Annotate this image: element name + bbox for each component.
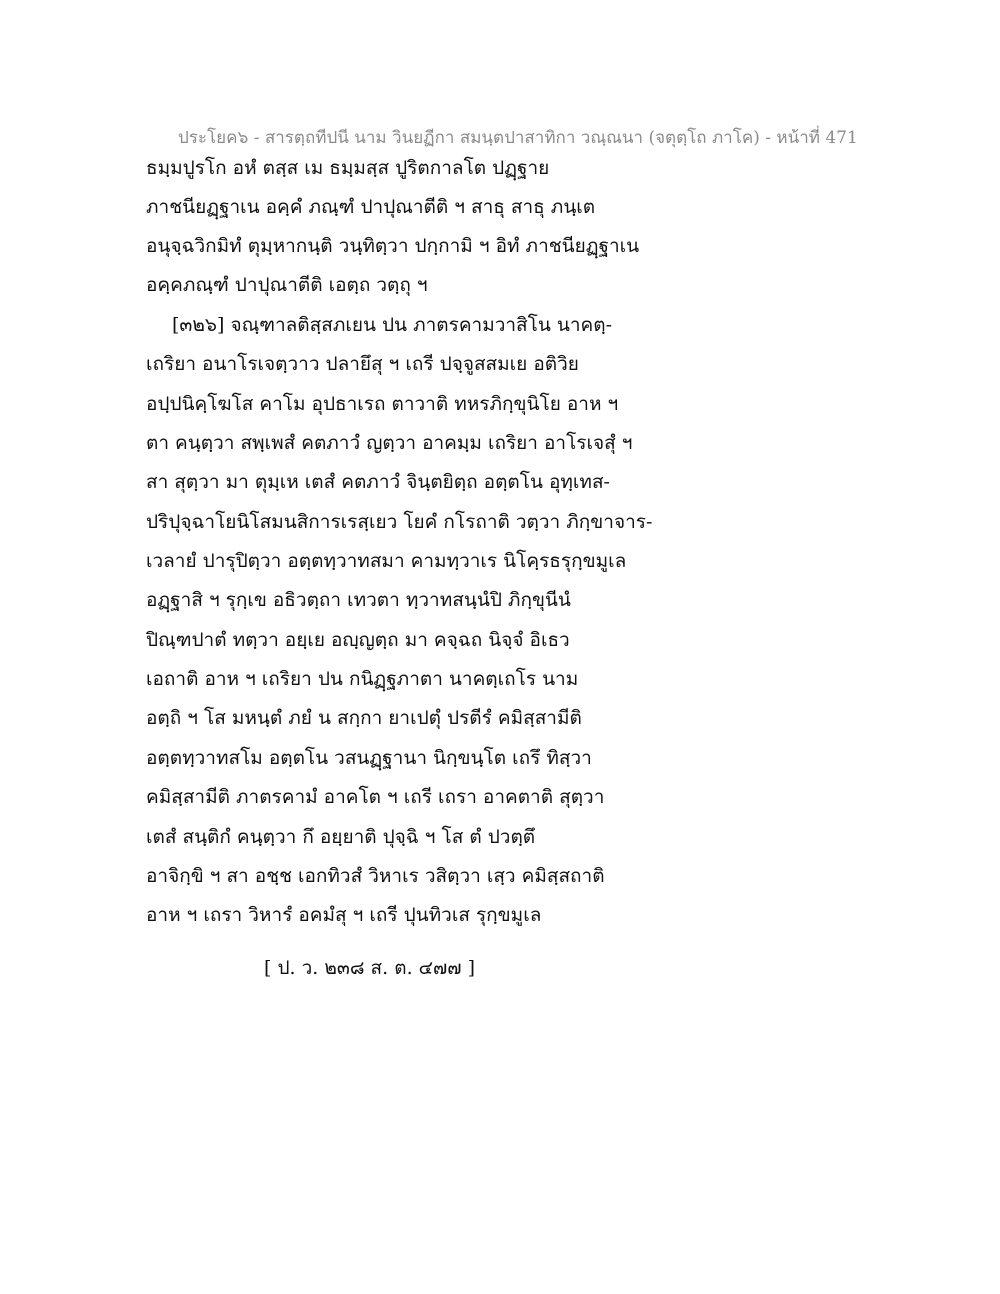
text-line: เตสํ สนฺติกํ คนฺตฺวา กึ อยฺยาติ ปุจฺฉิ ฯ โส ตํ ปวตฺตึ	[146, 826, 536, 848]
text-line: อตฺตทฺวาทสโม อตฺตโน วสนฏฺฐานา นิกฺขนฺโต เถรึ ทิสฺวา	[146, 747, 592, 769]
page-header: ประโยค๖ - สารตฺถทีปนี นาม วินยฏีกา สมนฺตปาสาทิกา วณฺณนา (จตุตฺโถ ภาโค) - หน้าที่ 471	[178, 128, 858, 148]
text-line: เถริยา อนาโรเจตฺวาว ปลายึสุ ฯ เถรี ปจฺจูสสมเย อติวิย	[146, 353, 579, 375]
text-line: ธมฺมปูรโก อหํ ตสฺส เม ธมฺมสฺส ปูริตกาลโต ปฏฺฐาย	[146, 157, 550, 179]
footnote-reference: [ ป. ว. ๒๓๘ ส. ต. ๔๗๗ ]	[264, 957, 476, 979]
text-line: อตฺถิ ฯ โส มหนฺตํ ภยํ น สกฺกา ยาเปตุํ ปรตีรํ คมิสฺสามีติ	[146, 707, 582, 729]
text-line: [๓๒๖] จณฺฑาลติสฺสภเยน ปน ภาตรคามวาสิโน นาคตฺ-	[172, 314, 613, 336]
text-line: อปฺปนิคฺโฆโส คาโม อุปธาเรถ ตาวาติ ทหรภิกฺขุนิโย อาห ฯ	[146, 393, 619, 415]
text-line: ปริปุจฺฉาโยนิโสมนสิการเรสฺเยว โยคํ กโรถาติ วตฺวา ภิกฺขาจาร-	[146, 511, 653, 533]
text-line: สา สุตฺวา มา ตุมฺเห เตสํ คตภาวํ จินฺตยิตฺถ อตฺตโน อุทฺเทส-	[146, 471, 610, 493]
text-line: ตา คนฺตฺวา สพฺเพสํ คตภาวํ ญตฺวา อาคมฺม เถริยา อาโรเจสุํ ฯ	[146, 432, 633, 454]
text-line: อฏฺฐาสิ ฯ รุกฺเข อธิวตฺถา เทวตา ทฺวาทสนฺนํปิ ภิกฺขุนีนํ	[146, 589, 571, 611]
text-line: คมิสฺสามีติ ภาตรคามํ อาคโต ฯ เถรี เถรา อาคตาติ สุตฺวา	[146, 786, 605, 808]
text-line: อนุจฺฉวิกมิทํ ตุมฺหากนฺติ วนฺทิตฺวา ปกฺกามิ ฯ อิทํ ภาชนียฏฺฐาเน	[146, 235, 640, 257]
text-line: ภาชนียฏฺฐาเน อคฺคํ ภณฺฑํ ปาปุณาตีติ ฯ สาธุ สาธุ ภนฺเต	[146, 196, 596, 218]
text-line: อาจิกฺขิ ฯ สา อชฺช เอกทิวสํ วิหาเร วสิตฺวา เสฺว คมิสฺสถาติ	[146, 865, 605, 887]
text-line: เอถาติ อาห ฯ เถริยา ปน กนิฏฺฐภาตา นาคตฺเถโร นาม	[146, 668, 579, 690]
text-line: อาห ฯ เถรา วิหารํ อคมํสุ ฯ เถรี ปุนทิวเส รุกฺขมูเล	[146, 904, 542, 926]
text-line: ปิณฺฑปาตํ ทตฺวา อยฺเย อญฺญตฺถ มา คจฺฉถ นิจฺจํ อิเธว	[146, 629, 570, 651]
text-line: เวลายํ ปารุปิตฺวา อตฺตทฺวาทสมา คามทฺวาเร นิโคฺรธรุกฺขมูเล	[146, 550, 627, 572]
text-line: อคฺคภณฺฑํ ปาปุณาตีติ เอตฺถ วตฺถุ ฯ	[146, 274, 428, 296]
